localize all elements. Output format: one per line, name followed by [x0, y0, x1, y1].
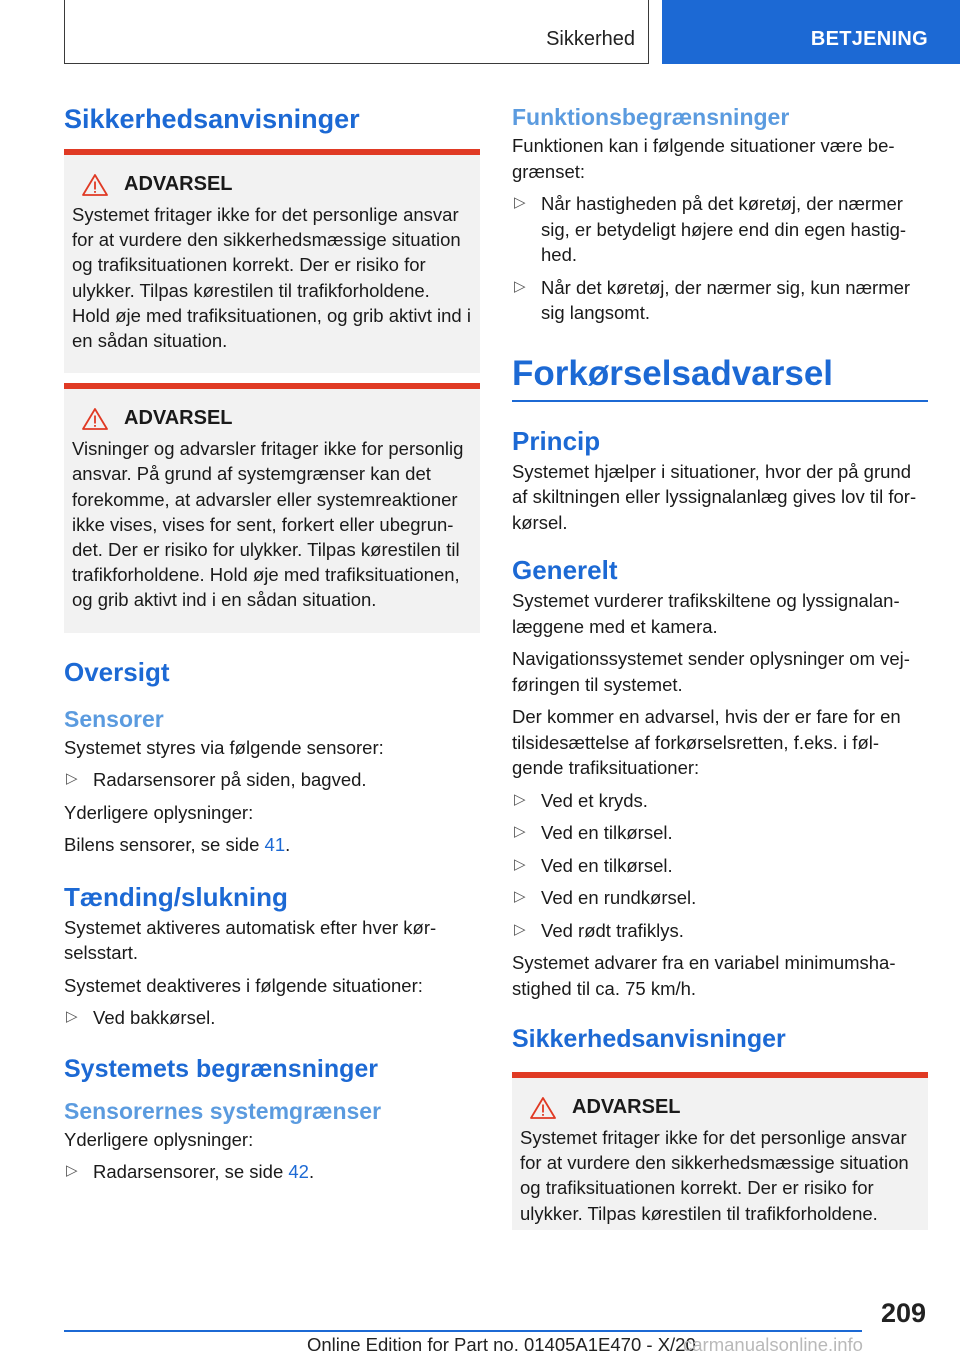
paragraph: Systemet hjælper i situationer, hvor der på grund af skiltningen eller lyssignalanlæg gives lov til for-kørsel.	[512, 460, 917, 533]
list-item: ▷ Ved et kryds.	[512, 788, 928, 814]
paragraph: Systemet aktiveres automatisk efter hver kør-selsstart.	[64, 916, 437, 964]
warning-text: Systemet fritager ikke for det personlige ansvar for at vurdere den sikkerhedsmæssige situation og trafiksituationen korrekt. Der er risiko for ulykker. Tilpas kørestilen til trafikforholdene. Hold øje med trafiksituationen, og grib aktivt ind i en sådan situation.	[72, 204, 471, 352]
warning-box	[64, 149, 480, 373]
paragraph: Funktionen kan i følgende situationer være be-grænset:	[512, 135, 895, 182]
bullet-list	[64, 1159, 480, 1185]
paragraph: Systemet vurderer trafikskiltene og lyssignalan-læggene med et kamera.	[512, 590, 900, 637]
heading-forkoerselsadvarsel: Forkørselsadvarsel	[512, 354, 928, 402]
paragraph: Navigationssystemet sender oplysninger om vej-føringen til systemet.	[512, 648, 910, 695]
triangle-bullet-icon: ▷	[514, 920, 526, 938]
heading-oversigt: Oversigt	[64, 656, 170, 687]
header-section: Sikkerhed	[546, 28, 635, 50]
paragraph: Bilens sensorer, se side 41.	[64, 834, 291, 856]
list-item: ▷ Ved bakkørsel.	[64, 1005, 480, 1031]
heading-princip: Princip	[512, 425, 601, 456]
right-column	[512, 96, 928, 1230]
triangle-bullet-icon: ▷	[514, 194, 526, 211]
triangle-bullet-icon: ▷	[66, 1162, 78, 1180]
warning-label: ADVARSEL	[572, 1096, 681, 1118]
warning-box	[512, 1072, 928, 1230]
warning-label: ADVARSEL	[124, 173, 233, 195]
list-item: ▷ Når hastigheden på det køretøj, der nærmer sig, er betydeligt højere end din egen hastig-hed.	[512, 191, 928, 268]
page-link-42[interactable]: 42	[288, 1161, 309, 1183]
paragraph: Systemet styres via følgende sensorer:	[64, 736, 384, 758]
footer-watermark: carmanualsonline.info	[683, 1334, 863, 1355]
paragraph: Systemet advarer fra en variabel minimumsha-stighed til ca. 75 km/h.	[512, 952, 896, 999]
bullet-list	[64, 1005, 480, 1031]
list-item: ▷ Radarsensorer, se side 42.	[64, 1159, 480, 1185]
heading-generelt: Generelt	[512, 555, 618, 585]
warning-header	[520, 1096, 920, 1119]
triangle-bullet-icon: ▷	[66, 1008, 78, 1026]
warning-text: Visninger og advarsler fritager ikke for personlig ansvar. På grund af systemgrænser kan det forekomme, at advarsler eller systemreaktioner ikke vises, vises for sent, forkert eller ubegrun-det. Der er risiko for ulykker. Tilpas kørestilen til trafikforholdene. Hold øje med trafiksituationen, og grib aktivt ind i en sådan situation.	[72, 438, 464, 611]
bullet-list	[512, 191, 928, 326]
footer-edition: Online Edition for Part no. 01405A1E470 - X/20	[307, 1334, 696, 1355]
page-number: 209	[880, 1298, 926, 1328]
heading-taending-slukning: Tænding/slukning	[64, 881, 288, 912]
header-chapter-tab[interactable]: BETJENING	[662, 0, 960, 64]
warning-box	[64, 383, 480, 632]
list-item: ▷ Når det køretøj, der nærmer sig, kun nærmer sig langsomt.	[512, 275, 928, 326]
paragraph: Der kommer en advarsel, hvis der er fare for en tilsidesættelse af forkørselsretten, f.eks. i føl-gende trafiksituationer:	[512, 706, 901, 778]
heading-sikkerhedsanvisninger-2: Sikkerhedsanvisninger	[512, 1025, 786, 1053]
paragraph: Systemet deaktiveres i følgende situationer:	[64, 974, 423, 996]
list-item: ▷ Ved rødt trafiklys.	[512, 918, 928, 944]
heading-sensorernes-systemgraenser: Sensorernes systemgrænser	[64, 1097, 382, 1124]
triangle-bullet-icon: ▷	[66, 770, 78, 788]
warning-label: ADVARSEL	[124, 407, 233, 430]
left-column	[64, 96, 480, 1185]
triangle-bullet-icon: ▷	[514, 823, 526, 840]
warning-triangle-icon	[82, 174, 108, 196]
paragraph: Yderligere oplysninger:	[64, 801, 254, 823]
heading-funktionsbegraensninger: Funktionsbegrænsninger	[512, 104, 790, 130]
heading-sikkerhedsanvisninger: Sikkerhedsanvisninger	[64, 104, 360, 134]
triangle-bullet-icon: ▷	[514, 790, 526, 808]
warning-header	[72, 407, 472, 430]
triangle-bullet-icon: ▷	[514, 888, 526, 905]
heading-sensorer: Sensorer	[64, 705, 164, 732]
page-link-41[interactable]: 41	[264, 834, 286, 856]
bullet-list	[64, 767, 480, 793]
bullet-list	[512, 788, 928, 944]
triangle-bullet-icon: ▷	[514, 855, 526, 873]
warning-header	[72, 173, 472, 196]
heading-systemets-begraensninger: Systemets begrænsninger	[64, 1054, 378, 1083]
list-item: ▷ Ved en tilkørsel.	[512, 853, 928, 879]
list-item: ▷ Radarsensorer på siden, bagved.	[64, 767, 480, 793]
list-item: ▷ Ved en rundkørsel.	[512, 885, 928, 911]
list-item: ▷ Ved en tilkørsel.	[512, 820, 928, 846]
warning-triangle-icon	[530, 1097, 556, 1119]
paragraph: Yderligere oplysninger:	[64, 1128, 254, 1150]
triangle-bullet-icon: ▷	[514, 277, 526, 295]
warning-text: Systemet fritager ikke for det personlige ansvar for at vurdere den sikkerhedsmæssige situation og trafiksituationen korrekt. Der er risiko for ulykker. Tilpas kørestilen til trafikforholdene.	[520, 1127, 909, 1224]
footer-divider	[64, 1330, 862, 1332]
warning-triangle-icon	[82, 408, 108, 430]
